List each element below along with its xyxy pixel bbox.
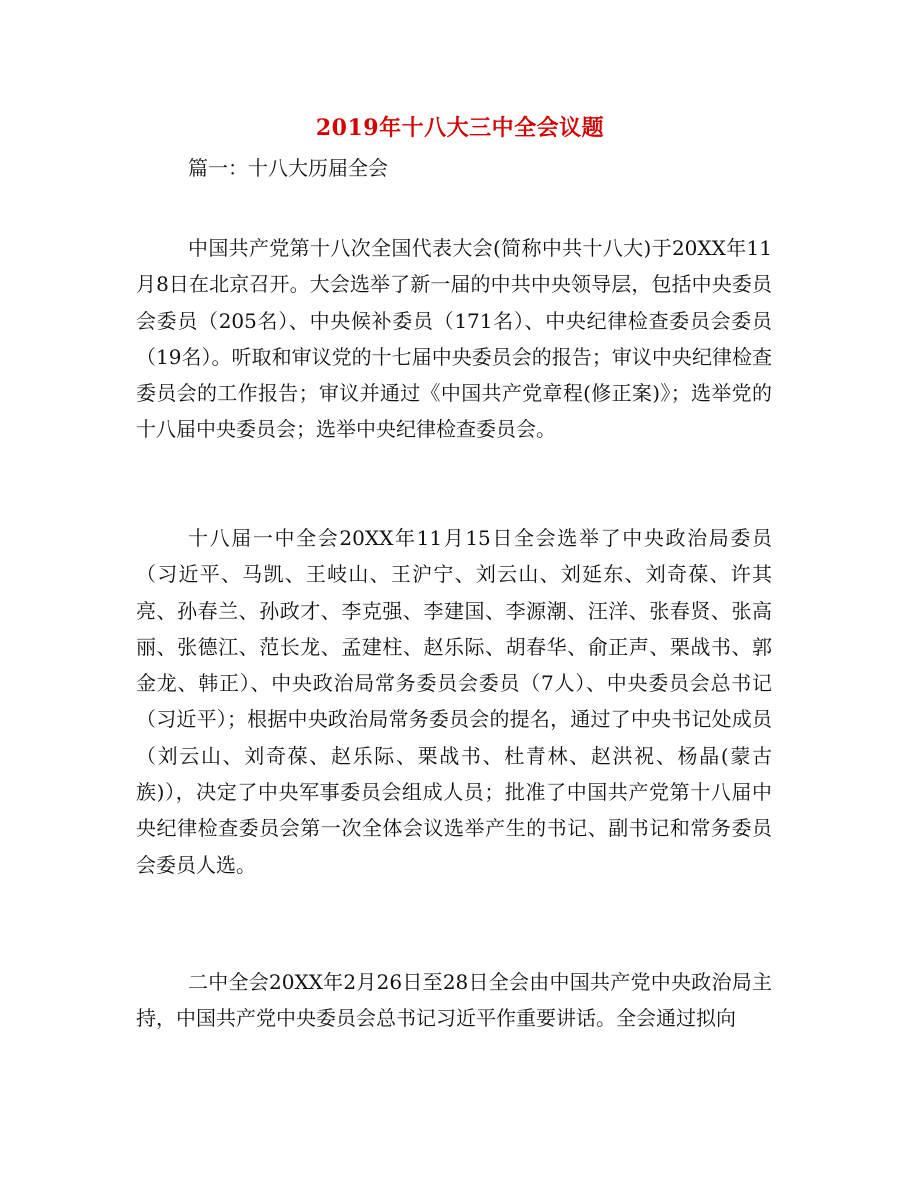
paragraph: 二中全会20XX年2月26日至28日全会由中国共产党中央政治局主持，中国共产党中央委员会总书记习近平作重要讲话。全会通过拟向 <box>136 970 772 1031</box>
document-subtitle: 篇一：十八大历届全会 <box>188 156 388 180</box>
paragraph: 十八届一中全会20XX年11月15日全会选举了中央政治局委员（习近平、马凯、王岐山、王沪宁、刘云山、刘延东、刘奇葆、许其亮、孙春兰、孙政才、李克强、李建国、李源潮、汪洋、张春贤、张高丽、张德江、范长龙、孟建柱、赵乐际、胡春华、俞正声、栗战书、郭金龙、韩正）、中央政治局常务委员会委员（7人）、中央委员会总书记（习近平）；根据中央政治局常务委员会的提名，通过了中央书记处成员（刘云山、刘奇葆、赵乐际、栗战书、杜青林、赵洪祝、杨晶(蒙古族)），决定了中央军事委员会组成人员；批准了中国共产党第十八届中央纪律检查委员会第一次全体会议选举产生的书记、副书记和常务委员会委员人选。 <box>136 526 772 877</box>
document-title: 2019年十八大三中全会议题 <box>315 115 605 141</box>
paragraph: 中国共产党第十八次全国代表大会(简称中共十八大)于20XX年11月8日在北京召开。大会选举了新一届的中共中央领导层，包括中央委员会委员（205名）、中央候补委员（171名）、中央纪律检查委员会委员（19名）。听取和审议党的十七届中央委员会的报告；审议中央纪律检查委员会的工作报告；审议并通过《中国共产党章程(修正案)》；选举党的十八届中央委员会；选举中央纪律检查委员会。 <box>136 236 772 442</box>
